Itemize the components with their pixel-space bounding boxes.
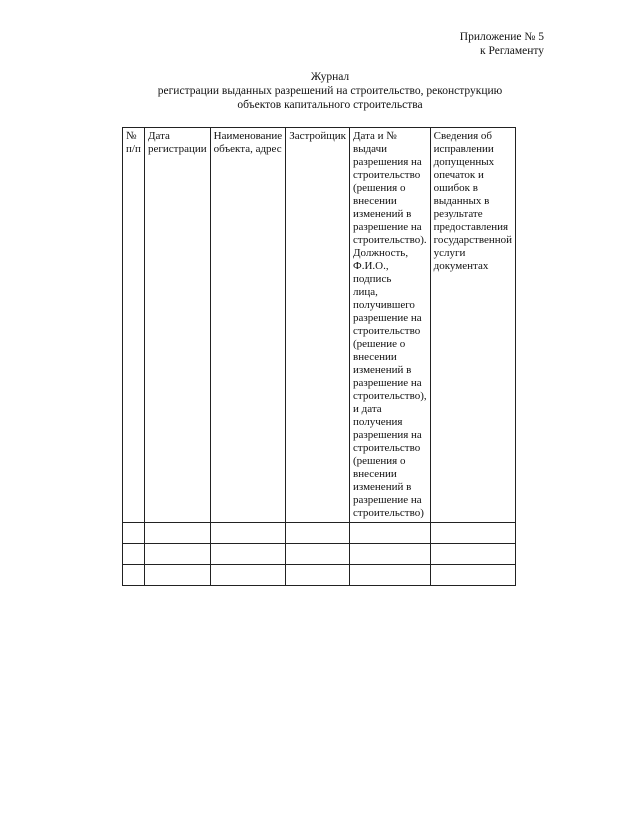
table-row (123, 544, 516, 565)
table-header-row (123, 128, 516, 523)
header-cell-corrections-info: Сведения об исправлении допущенных опечаток и ошибок в выданных в результате предоставления государственной услуги документах (430, 128, 515, 523)
title-journal: Журнал (310, 71, 350, 83)
table-cell (286, 565, 350, 586)
table-cell (286, 523, 350, 544)
appendix-reference (460, 30, 544, 58)
table-cell (123, 544, 145, 565)
registration-journal-table (122, 127, 516, 586)
table-cell (286, 544, 350, 565)
document-title (120, 70, 540, 112)
table-row (123, 565, 516, 586)
header-cell-developer: Застройщик (286, 128, 350, 523)
table-cell (145, 565, 211, 586)
table-cell (145, 544, 211, 565)
table-cell (430, 523, 515, 544)
table-row (123, 523, 516, 544)
header-cell-object-name-address: Наименование объекта, адрес (210, 128, 286, 523)
header-cell-permit-issue-details: Дата и № выдачи разрешения на строительство (решения о внесении изменений в разрешение на строительство). Должность, Ф.И.О., подпись лица, получившего разрешение на строительство (решение о внесении изменений в разрешение на строительство), и дата получения разрешения на строительство (решения о внесении изменений в разрешение на строительство) (350, 128, 431, 523)
table-cell (123, 523, 145, 544)
table-cell (123, 565, 145, 586)
appendix-number: Приложение № 5 (459, 31, 544, 43)
title-subject-line1: регистрации выданных разрешений на строительство, реконструкцию (157, 85, 503, 97)
header-cell-number: № п/п (123, 128, 145, 523)
title-subject-line2: объектов капитального строительства (237, 99, 423, 111)
table-cell (350, 523, 431, 544)
table-cell (430, 544, 515, 565)
table-cell (210, 544, 286, 565)
header-cell-registration-date: Дата регистрации (145, 128, 211, 523)
table-cell (145, 523, 211, 544)
table-cell (430, 565, 515, 586)
table-cell (210, 565, 286, 586)
table-cell (350, 565, 431, 586)
appendix-regulation: к Регламенту (480, 45, 544, 57)
table-cell (210, 523, 286, 544)
table-cell (350, 544, 431, 565)
